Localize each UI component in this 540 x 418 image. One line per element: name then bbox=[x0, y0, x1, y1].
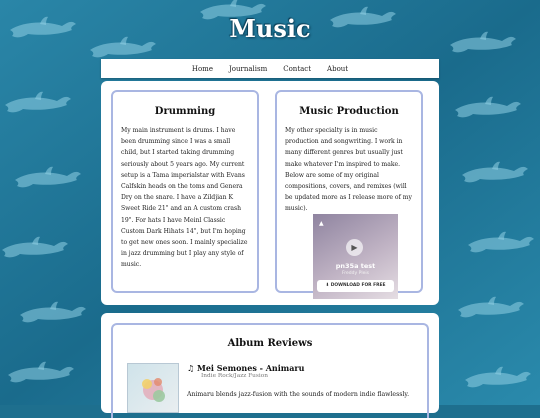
production-text: My other specialty is in music production and songwriting. I work in many different genres but usually just make whatever I'm inspired to make. Below are some of my original compositions, covers, and remixes (will be updated more as I release more of my music). bbox=[285, 127, 413, 213]
drumming-text: My main instrument is drums. I have been drumming since I was a small child, but I started taking drumming seriously about 5 years ago. My current setup is a Tama imperialstar with Evans Calfskin heads on the toms and Genera Dry on the snare. I have a Zildjian K Sweet Ride 21" and an A custom crash 19". For hats I have Meinl Classic Custom Dark Hihats 14", but I'm hoping to get new ones soon. I mainly specialize in jazz drumming but I play any style of music. bbox=[121, 127, 248, 269]
album-cover-image bbox=[127, 363, 179, 413]
album-reviews-card bbox=[111, 323, 429, 418]
track-title: pn35a test bbox=[335, 262, 376, 270]
play-icon[interactable]: ▶ bbox=[346, 239, 363, 256]
review-genre: Indie Rock/Jazz Fusion bbox=[201, 373, 268, 379]
music-production-card bbox=[275, 90, 423, 293]
nav-journalism-link[interactable]: Journalism bbox=[228, 64, 268, 73]
main-panel bbox=[101, 81, 439, 305]
soundcloud-player[interactable] bbox=[313, 214, 398, 299]
review-album-title: Mei Semones - Animaru bbox=[196, 363, 305, 373]
drumming-card bbox=[111, 90, 259, 293]
top-navbar bbox=[101, 59, 439, 78]
drumming-title: Drumming bbox=[154, 106, 216, 117]
production-title: Music Production bbox=[299, 106, 399, 117]
album-reviews-title: Album Reviews bbox=[227, 338, 313, 349]
site-title: Music bbox=[229, 14, 311, 43]
album-reviews-panel bbox=[101, 313, 439, 413]
download-button[interactable] bbox=[317, 280, 394, 292]
download-label: DOWNLOAD FOR FREE bbox=[330, 283, 386, 288]
review-heading bbox=[187, 363, 304, 373]
soundcloud-icon: ▲ bbox=[319, 220, 324, 227]
music-note-icon: ♫ bbox=[187, 363, 195, 373]
nav-home-link[interactable]: Home bbox=[191, 64, 213, 73]
nav-about-link[interactable]: About bbox=[327, 64, 349, 73]
download-icon: ⬇ bbox=[325, 283, 330, 288]
review-text: Animaru blends jazz-fusion with the sounds of modern indie flawlessly. bbox=[187, 391, 410, 398]
nav-contact-link[interactable]: Contact bbox=[283, 64, 312, 73]
track-artist: Freddy Pleis bbox=[342, 271, 369, 276]
